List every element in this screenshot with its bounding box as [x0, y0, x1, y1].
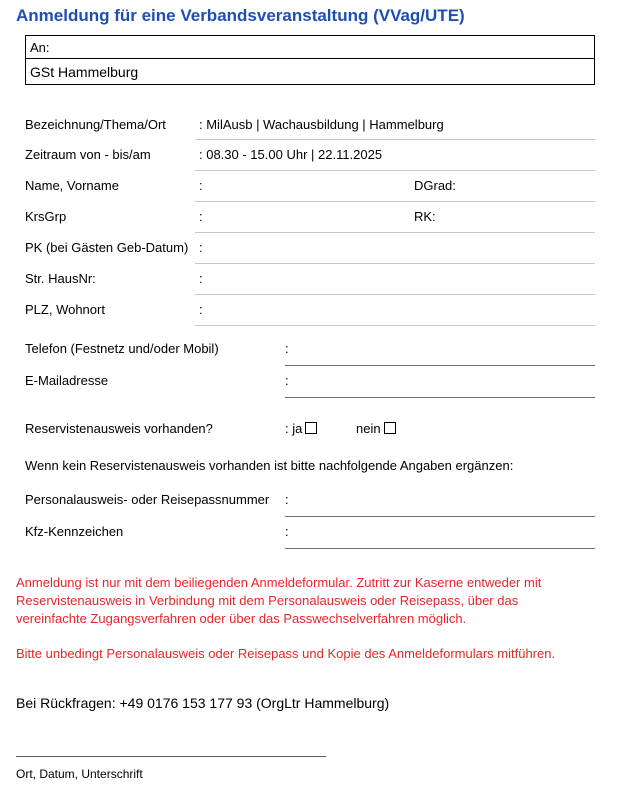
- email-line: [285, 397, 595, 398]
- plz-field[interactable]: :: [199, 302, 203, 317]
- no-label: nein: [356, 421, 381, 436]
- form-title: Anmeldung für eine Verbandsveranstaltung (VVag/UTE): [16, 6, 465, 25]
- signature-line: [16, 756, 326, 757]
- kfz-line: [285, 548, 595, 549]
- bezeichnung-line: [195, 139, 595, 140]
- telefon-field[interactable]: :: [285, 341, 289, 356]
- yes-label: : ja: [285, 421, 303, 436]
- plz-line: [195, 325, 595, 326]
- reservist-question: Reservistenausweis vorhanden?: [25, 421, 213, 436]
- signature-label: Ort, Datum, Unterschrift: [16, 767, 143, 781]
- access-notice: Anmeldung ist nur mit dem beiliegenden Anmeldeformular. Zutritt zur Kaserne entweder mit Reservistenausweis in Verbindung mit dem Personalausweis oder Reisepass, über das vereinfachte Zugangsverfahren oder über das Passwechselverfahren möglich.: [16, 575, 542, 626]
- dgrad-label: DGrad:: [414, 178, 456, 193]
- telefon-line: [285, 365, 595, 366]
- telefon-label: Telefon (Festnetz und/oder Mobil): [25, 341, 219, 356]
- name-line: [195, 201, 595, 202]
- krsgrp-label: KrsGrp: [25, 209, 67, 224]
- ausweis-field[interactable]: :: [285, 492, 289, 507]
- no-checkbox[interactable]: [384, 422, 396, 434]
- address-recipient[interactable]: GSt Hammelburg: [30, 64, 139, 80]
- pk-line: [195, 263, 595, 264]
- bezeichnung-label: Bezeichnung/Thema/Ort: [25, 117, 166, 132]
- ausweis-label: Personalausweis- oder Reisepassnummer: [25, 492, 270, 507]
- strasse-field[interactable]: :: [199, 271, 203, 286]
- kfz-field[interactable]: :: [285, 524, 289, 539]
- reservist-instruction: Wenn kein Reservistenausweis vorhanden ist bitte nachfolgende Angaben ergänzen:: [25, 458, 514, 473]
- pk-field[interactable]: :: [199, 240, 203, 255]
- krsgrp-line: [195, 232, 595, 233]
- address-box: [25, 35, 595, 85]
- contact-info: Bei Rückfragen: +49 0176 153 177 93 (OrgLtr Hammelburg): [16, 695, 390, 711]
- zeitraum-label: Zeitraum von - bis/am: [25, 147, 151, 162]
- strasse-line: [195, 294, 595, 295]
- id-notice: Bitte unbedingt Personalausweis oder Reisepass und Kopie des Anmeldeformulars mitführen.: [16, 646, 556, 661]
- strasse-label: Str. HausNr:: [25, 271, 96, 286]
- reservist-yes-option[interactable]: [285, 421, 317, 436]
- plz-label: PLZ, Wohnort: [25, 302, 105, 317]
- zeitraum-line: [195, 170, 595, 171]
- email-field[interactable]: :: [285, 373, 289, 388]
- yes-checkbox[interactable]: [305, 422, 317, 434]
- zeitraum-value[interactable]: : 08.30 - 15.00 Uhr | 22.11.2025: [199, 147, 383, 162]
- email-label: E-Mailadresse: [25, 373, 109, 388]
- bezeichnung-value[interactable]: : MilAusb | Wachausbildung | Hammelburg: [199, 117, 444, 132]
- name-label: Name, Vorname: [25, 178, 119, 193]
- pk-label: PK (bei Gästen Geb-Datum): [25, 240, 189, 255]
- address-label: An:: [26, 36, 594, 59]
- krsgrp-field[interactable]: :: [199, 209, 203, 224]
- kfz-label: Kfz-Kennzeichen: [25, 524, 124, 539]
- ausweis-line: [285, 516, 595, 517]
- reservist-no-option[interactable]: [356, 421, 396, 436]
- name-field[interactable]: :: [199, 178, 203, 193]
- rk-label: RK:: [414, 209, 436, 224]
